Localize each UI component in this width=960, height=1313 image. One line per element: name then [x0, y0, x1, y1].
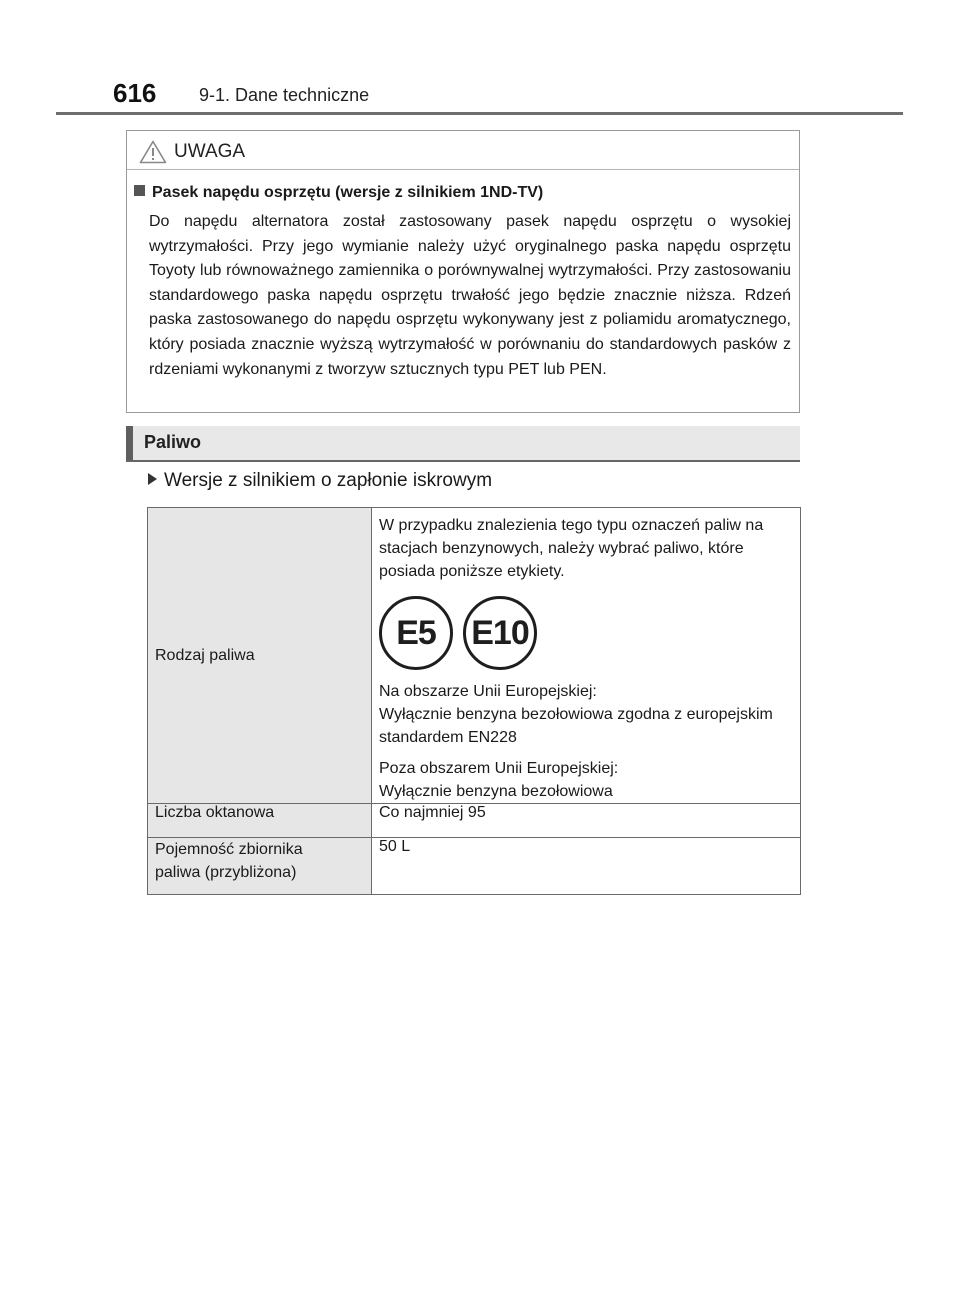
variant-bullet-text: Wersje z silnikiem o zapłonie iskrowym: [164, 470, 493, 491]
non-eu-heading: Poza obszarem Unii Europejskiej:: [379, 760, 619, 777]
section-band: [126, 426, 800, 462]
variant-bullet: [148, 470, 492, 492]
page-header: [113, 78, 903, 114]
non-eu-text: Wyłącznie benzyna bezołowiowa: [379, 783, 613, 800]
warning-body-text: Do napędu alternatora został zastosowany pasek napędu osprzętu o wysokiej wytrzymałości. Przy jego wymianie należy użyć oryginalnego paska napędu osprzętu Toyoty lub równoważnego zamiennika o porównywalnej wytrzymałości. Przy zastosowaniu standardowego paska napędu osprzętu trwałość jego będzie znacznie niższa. Rdzeń paska zastosowanego do napędu osprzętu wykonywany jest z poliamidu aromatycznego, który posiada znacznie wyższą wytrzymałość w porównaniu do standardowych pasków z rdzeniami wykonanymi z tworzyw sztucznych typu PET lub PEN.: [149, 213, 791, 378]
table-row: [148, 508, 801, 804]
warning-subheading-text: Pasek napędu osprzętu (wersje z silnikiem 1ND-TV): [152, 184, 544, 201]
warning-box: [126, 130, 800, 413]
warning-header: [127, 131, 799, 170]
warning-label: UWAGA: [174, 141, 246, 162]
fuel-spec-table: [147, 507, 801, 895]
section-band-marker: [126, 426, 133, 460]
eu-text: Wyłącznie benzyna bezołowiowa zgodna z europejskim standardem EN228: [379, 706, 773, 746]
warning-triangle-icon: [139, 140, 167, 164]
table-row: [148, 838, 801, 895]
e5-badge: E5: [379, 596, 453, 670]
table-row: [148, 804, 801, 838]
e10-badge: E10: [463, 596, 537, 670]
tank-label-line1: Pojemność zbiornika: [155, 841, 303, 858]
warning-subheading: [134, 184, 543, 202]
section-title: 9-1. Dane techniczne: [199, 85, 370, 105]
page-number: 616: [113, 78, 157, 108]
fuel-type-label: Rodzaj paliwa: [148, 508, 372, 804]
header-divider: [56, 112, 903, 115]
eu-heading: Na obszarze Unii Europejskiej:: [379, 683, 597, 700]
tank-label-line2: paliwa (przybliżona): [155, 864, 297, 881]
section-band-title: Paliwo: [144, 432, 202, 452]
square-bullet-icon: [134, 185, 145, 196]
triangle-bullet-icon: [148, 473, 157, 485]
tank-value: 50 L: [372, 838, 801, 895]
fuel-type-intro: W przypadku znalezienia tego typu oznaczeń paliw na stacjach benzynowych, należy wybrać paliwo, które posiada poniższe etykiety.: [379, 517, 764, 580]
fuel-type-value: [372, 508, 801, 804]
octane-label: Liczba oktanowa: [148, 804, 372, 838]
fuel-badges: [379, 596, 800, 670]
octane-value: Co najmniej 95: [372, 804, 801, 838]
tank-label: [148, 838, 372, 895]
